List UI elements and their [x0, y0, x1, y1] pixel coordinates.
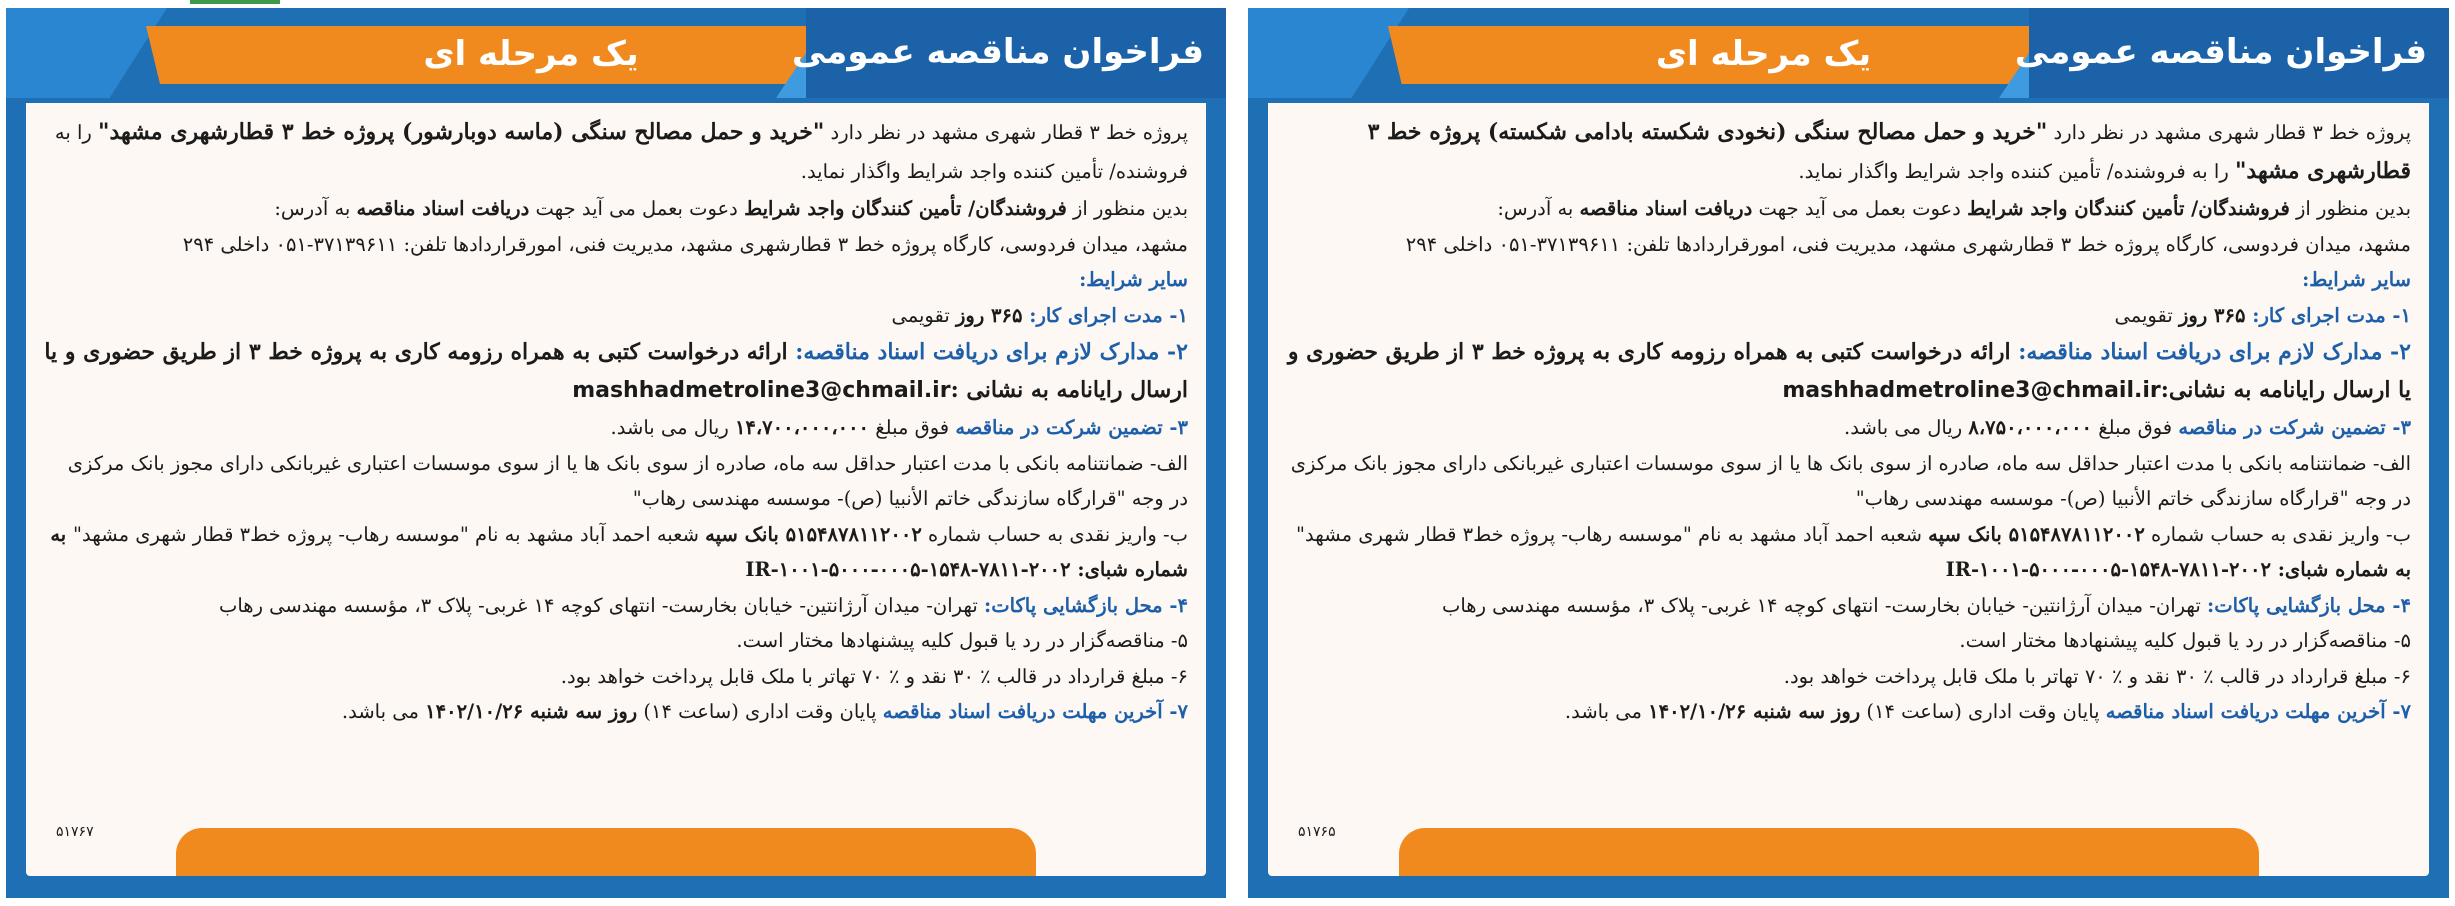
tender-ad-left	[6, 8, 1226, 898]
ad-body	[1268, 103, 2429, 876]
condition-3-be: ب- واریز نقدی به حساب شماره ۵۱۵۴۸۷۸۱۱۲۰۰۲ بانک سپه شعبه احمد آباد مشهد به نام "موسسه رهاب- پروژه خط۳ قطار شهری مشهد" به شماره شبای: IR-۱۰۰۱-۵۰۰۰-۰۰۰۵-۱۵۴۸-۷۸۱۱-۲۰۰۲	[1296, 522, 2411, 581]
email-address: mashhadmetroline3@chmail.ir	[1782, 378, 2161, 403]
intro-paragraph: پروژه خط ۳ قطار شهری مشهد در نظر دارد "خرید و حمل مصالح سنگی (ماسه دوبارشور) پروژه خط ۳ قطارشهری مشهد" را به فروشنده/ تأمین کننده واجد شرایط واگذار نماید.	[54, 119, 1188, 183]
green-mark	[190, 0, 280, 4]
condition-3: ۳- تضمین شرکت در مناقصه فوق مبلغ ۸،۷۵۰،۰۰۰،۰۰۰ ریال می باشد.	[1844, 416, 2411, 439]
footer-orange-bar	[176, 828, 1036, 876]
ad-title: فراخوان مناقصه عمومی	[2014, 32, 2427, 72]
ad-subtitle: یک مرحله ای	[423, 34, 639, 74]
condition-3-alef: الف- ضمانتنامه بانکی با مدت اعتبار حداقل سه ماه، صادره از سوی بانک ها یا از سوی موسسات اعتباری غیربانکی دارای مجوز بانک مرکزی در وجه "قرارگاه سازندگی خاتم الأنبیا (ص)- موسسه مهندسی رهاب"	[1290, 451, 2411, 510]
condition-6: ۶- مبلغ قرارداد در قالب ٪ ۳۰ نقد و ٪ ۷۰ تهاتر با ملک قابل پرداخت خواهد بود.	[560, 664, 1188, 688]
condition-5: ۵- مناقصه‌گزار در رد یا قبول کلیه پیشنهادها مختار است.	[1959, 629, 2411, 652]
condition-4: ۴- محل بازگشایی پاکات: تهران- میدان آرژانتین- خیابان بخارست- انتهای کوچه ۱۴ غربی- پلاک ۳، مؤسسه مهندسی رهاب	[218, 593, 1188, 617]
condition-2: ۲- مدارک لازم برای دریافت اسناد مناقصه: ارائه درخواست کتبی به همراه رزومه کاری به پروژه خط ۳ از طریق حضوری و یا ارسال رایانامه به نشانی:mashhadmetroline3@chmail.ir	[1287, 339, 2411, 403]
condition-1: ۱- مدت اجرای کار: ۳۶۵ روز تقویمی	[2114, 303, 2411, 327]
top-strip	[0, 0, 2455, 8]
ad-code: ۵۱۷۶۵	[1298, 823, 1336, 840]
condition-7: ۷- آخرین مهلت دریافت اسناد مناقصه پایان وقت اداری (ساعت ۱۴) روز سه شنبه ۱۴۰۲/۱۰/۲۶ می باشد.	[1564, 700, 2411, 723]
conditions-heading: سایر شرایط:	[1079, 268, 1188, 291]
ad-body	[26, 103, 1206, 876]
conditions-heading: سایر شرایط:	[2302, 268, 2411, 291]
ad-code: ۵۱۷۶۷	[56, 823, 94, 840]
condition-3-alef: الف- ضمانتنامه بانکی با مدت اعتبار حداقل سه ماه، صادره از سوی بانک ها یا از سوی موسسات اعتباری غیربانکی دارای مجوز بانک مرکزی در وجه "قرارگاه سازندگی خاتم الأنبیا (ص)- موسسه مهندسی رهاب"	[67, 451, 1188, 510]
condition-4: ۴- محل بازگشایی پاکات: تهران- میدان آرژانتین- خیابان بخارست- انتهای کوچه ۱۴ غربی- پلاک ۳، مؤسسه مهندسی رهاب	[1441, 593, 2411, 617]
intro-paragraph: پروژه خط ۳ قطار شهری مشهد در نظر دارد "خرید و حمل مصالح سنگی (نخودی شکسته بادامی شکسته) پروژه خط ۳ قطارشهری مشهد" را به فروشنده/ تأمین کننده واجد شرایط واگذار نماید.	[1367, 119, 2411, 184]
condition-7: ۷- آخرین مهلت دریافت اسناد مناقصه پایان وقت اداری (ساعت ۱۴) روز سه شنبه ۱۴۰۲/۱۰/۲۶ می باشد.	[341, 700, 1188, 723]
ad-header	[1248, 8, 2449, 98]
condition-1: ۱- مدت اجرای کار: ۳۶۵ روز تقویمی	[891, 303, 1188, 327]
footer-orange-bar	[1399, 828, 2259, 876]
tender-ad-right	[1248, 8, 2449, 898]
condition-6: ۶- مبلغ قرارداد در قالب ٪ ۳۰ نقد و ٪ ۷۰ تهاتر با ملک قابل پرداخت خواهد بود.	[1783, 664, 2411, 688]
condition-2: ۲- مدارک لازم برای دریافت اسناد مناقصه: ارائه درخواست کتبی به همراه رزومه کاری به پروژه خط ۳ از طریق حضوری و یا ارسال رایانامه به نشانی :mashhadmetroline3@chmail.ir	[44, 339, 1188, 403]
invitation-paragraph: بدین منظور از فروشندگان/ تأمین کنندگان واجد شرایط دعوت بعمل می آید جهت دریافت اسناد مناقصه به آدرس:	[1497, 197, 2411, 220]
ad-title: فراخوان مناقصه عمومی	[791, 32, 1204, 72]
condition-5: ۵- مناقصه‌گزار در رد یا قبول کلیه پیشنهادها مختار است.	[736, 629, 1188, 652]
address-line: مشهد، میدان فردوسی، کارگاه پروژه خط ۳ قطارشهری مشهد، مدیریت فنی، امورقراردادها تلفن: ۳۷۱۳۹۶۱۱-۰۵۱ داخلی ۲۹۴	[182, 232, 1188, 256]
condition-3-be: ب- واریز نقدی به حساب شماره ۵۱۵۴۸۷۸۱۱۲۰۰۲ بانک سپه شعبه احمد آباد مشهد به نام "موسسه رهاب- پروژه خط۳ قطار شهری مشهد" به شماره شبای: IR-۱۰۰۱-۵۰۰۰-۰۰۰۵-۱۵۴۸-۷۸۱۱-۲۰۰۲	[50, 522, 1188, 581]
email-address: mashhadmetroline3@chmail.ir	[572, 378, 951, 403]
address-line: مشهد، میدان فردوسی، کارگاه پروژه خط ۳ قطارشهری مشهد، مدیریت فنی، امورقراردادها تلفن: ۳۷۱۳۹۶۱۱-۰۵۱ داخلی ۲۹۴	[1405, 232, 2411, 256]
invitation-paragraph: بدین منظور از فروشندگان/ تأمین کنندگان واجد شرایط دعوت بعمل می آید جهت دریافت اسناد مناقصه به آدرس:	[274, 197, 1188, 220]
ad-header	[6, 8, 1226, 98]
ad-subtitle: یک مرحله ای	[1655, 34, 1872, 74]
condition-3: ۳- تضمین شرکت در مناقصه فوق مبلغ ۱۴،۷۰۰،۰۰۰،۰۰۰ ریال می باشد.	[610, 416, 1188, 439]
